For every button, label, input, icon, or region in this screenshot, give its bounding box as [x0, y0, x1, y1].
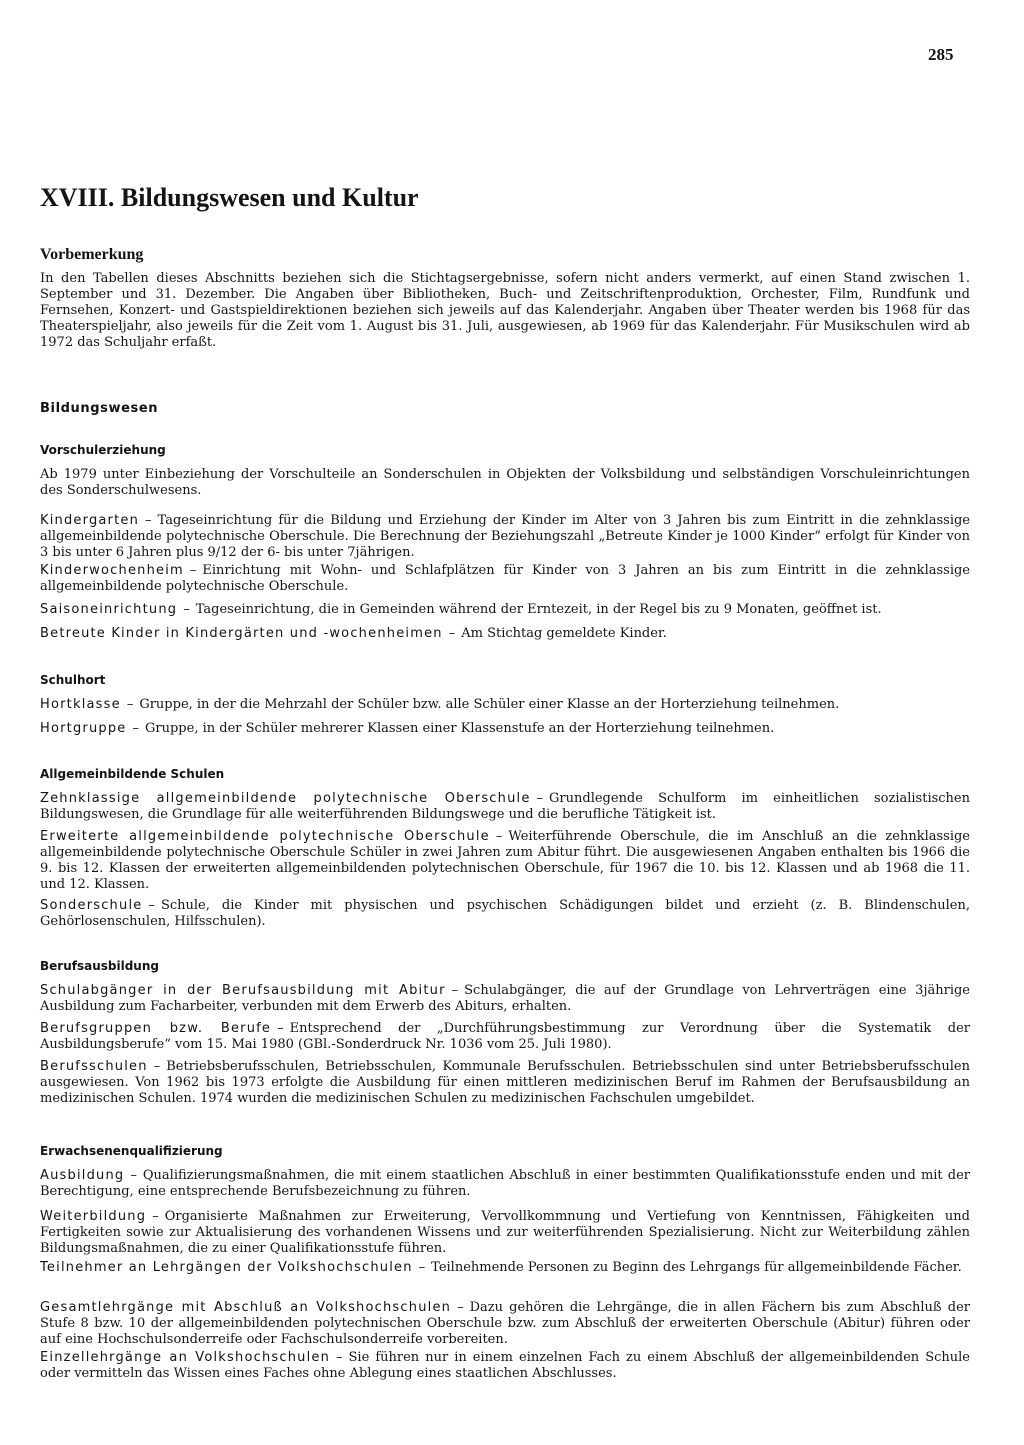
vorbemerkung-body — [40, 271, 970, 351]
definition-term: Kindergarten — [40, 513, 140, 528]
definition-item: Berufsgruppen bzw. Berufe – Entsprechend der „Durchführungsbestimmung zur Verordnung über die Systematik der Ausbildungsberufe“ vom 15. Mai 1980 (GBl.-Sonderdruck Nr. 1036 vom 25. Juli 1980). — [40, 1021, 970, 1052]
section-schulhort — [40, 673, 970, 687]
definition-item: Einzellehrgänge an Volkshochschulen – Sie führen nur in einem einzelnen Fach zu einem Abschluß der allgemeinbildenden Schule oder vermitteln das Wissen eines Faches ohne Ablegung eines staatlichen Abschlusses. — [40, 1350, 970, 1381]
section-vorschulerziehung — [40, 443, 970, 457]
definition-text: Betriebsberufsschulen, Betriebsschulen, Kommunale Berufsschulen. Betriebsschulen sind unter Betriebsberufsschulen ausgewiesen. Von 1962 bis 1973 erfolgte die Ausbildung für einen mittleren medizinischen Beruf im Rahmen der Berufsausbildung an medizinischen Schulen. 1974 wurden die medizinischen Schulen zu medizinischen Fachschulen umgebildet. — [40, 1059, 970, 1106]
subsection-heading: Erwachsenenqualifizierung — [40, 1144, 223, 1158]
definition-term: Schulabgänger in der Berufsausbildung mit Abitur — [40, 983, 446, 998]
definition-text: Am Stichtag gemeldete Kinder. — [461, 626, 667, 641]
definition-item: Schulabgänger in der Berufsausbildung mit Abitur – Schulabgänger, die auf der Grundlage von Lehrverträgen eine 3jährige Ausbildung zum Facharbeiter, verbunden mit dem Erwerb des Abiturs, erhalten. — [40, 983, 970, 1014]
definition-text: Tageseinrichtung für die Bildung und Erziehung der Kinder im Alter von 3 Jahren bis zum Eintritt in die zehnklassige allgemeinbildende polytechnische Oberschule. Die Berechnung der Beziehungszahl „Betreute Kinder je 1000 Kinder“ erfolgt für Kinder von 3 bis unter 6 Jahren plus 9/12 der 6- bis unter 7jährigen. — [40, 513, 970, 560]
definition-term: Saisoneinrichtung — [40, 602, 178, 617]
definition-item: Saisoneinrichtung – Tageseinrichtung, die in Gemeinden während der Erntezeit, in der Regel bis zu 9 Monaten, geöffnet ist. — [40, 602, 882, 617]
section-allgemeinbildende-schulen — [40, 767, 970, 781]
definition-text: Sie führen nur in einem einzelnen Fach zu einem Abschluß der allgemeinbildenden Schule oder vermitteln das Wissen eines Faches ohne Ablegung eines staatlichen Abschlusses. — [40, 1350, 970, 1381]
definition-term: Kinderwochenheim — [40, 563, 184, 578]
definition-item: Betreute Kinder in Kindergärten und -wochenheimen – Am Stichtag gemeldete Kinder. — [40, 626, 667, 641]
section-berufsausbildung — [40, 959, 970, 973]
definition-term: Weiterbildung — [40, 1209, 147, 1224]
definition-text: Schule, die Kinder mit physischen und psychischen Schädigungen bildet und erzieht (z. B. Blindenschulen, Gehörlosenschulen, Hilfsschulen). — [40, 898, 970, 929]
definition-term: Hortklasse — [40, 697, 121, 712]
definition-term: Erweiterte allgemeinbildende polytechnische Oberschule — [40, 829, 490, 844]
definition-term: Einzellehrgänge an Volkshochschulen — [40, 1350, 331, 1365]
definition-item: Teilnehmer an Lehrgängen der Volkshochschulen – Teilnehmende Personen zu Beginn des Lehrgangs für allgemeinbildende Fächer. — [40, 1260, 962, 1275]
definition-item: Erweiterte allgemeinbildende polytechnische Oberschule – Weiterführende Oberschule, die im Anschluß an die zehnklassige allgemeinbildende polytechnische Oberschule Schüler in zwei Jahren zum Abitur führt. Die ausgewiesenen Angaben enthalten bis 1966 die 9. bis 12. Klassen der erweiterten allgemeinbildenden polytechnischen Oberschule, für 1967 die 10. bis 12. Klassen und ab 1968 die 11. und 12. Klassen. — [40, 829, 970, 892]
definition-text: Weiterführende Oberschule, die im Anschluß an die zehnklassige allgemeinbildende polytechnische Oberschule Schüler in zwei Jahren zum Abitur führt. Die ausgewiesenen Angaben enthalten bis 1966 die 9. bis 12. Klassen der erweiterten allgemeinbildenden polytechnischen Oberschule, für 1967 die 10. bis 12. Klassen und ab 1968 die 11. und 12. Klassen. — [40, 829, 970, 892]
definition-term: Teilnehmer an Lehrgängen der Volkshochschulen — [40, 1260, 413, 1275]
definition-text: Schulabgänger, die auf der Grundlage von Lehrverträgen eine 3jährige Ausbildung zum Facharbeiter, verbunden mit dem Erwerb des Abiturs, erhalten. — [40, 983, 970, 1014]
definition-term: Berufsgruppen bzw. Berufe — [40, 1021, 272, 1036]
vorschulerziehung-intro — [40, 467, 970, 499]
definition-term: Berufsschulen — [40, 1059, 148, 1074]
paragraph: In den Tabellen dieses Abschnitts beziehen sich die Stichtagsergebnisse, sofern nicht anders vermerkt, auf einen Stand zwischen 1. September und 31. Dezember. Die Angaben über Bibliotheken, Buch- und Zeitschriftenproduktion, Orchester, Film, Rundfunk und Fernsehen, Konzert- und Gastspieldirektionen beziehen sich jeweils auf das Kalenderjahr. Angaben über Theater werden bis 1968 für das Theaterspieljahr, also jeweils für die Zeit vom 1. August bis 31. Juli, ausgewiesen, ab 1969 für das Kalenderjahr. Für Musikschulen wird ab 1972 das Schuljahr erfaßt. — [40, 271, 970, 350]
definition-term: Gesamtlehrgänge mit Abschluß an Volkshochschulen — [40, 1300, 452, 1315]
definition-term: Sonderschule — [40, 898, 143, 913]
definition-item: Hortgruppe – Gruppe, in der Schüler mehrerer Klassen einer Klassenstufe an der Horterziehung teilnehmen. — [40, 721, 775, 736]
definition-text: Dazu gehören die Lehrgänge, die in allen Fächern bis zum Abschluß der Stufe 8 bzw. 10 der allgemeinbildenden polytechnischen Oberschule bzw. zum Abschluß der erweiterten Oberschule (Abitur) führen oder auf eine Hochschulsonderreife oder Fachschulsonderreife vorbereiten. — [40, 1300, 971, 1347]
definition-term: Betreute Kinder in Kindergärten und -wochenheimen — [40, 626, 443, 641]
chapter-title: XVIII. Bildungswesen und Kultur — [40, 183, 419, 212]
definition-text: Teilnehmende Personen zu Beginn des Lehrgangs für allgemeinbildende Fächer. — [431, 1260, 962, 1275]
definition-text: Gruppe, in der die Mehrzahl der Schüler bzw. alle Schüler einer Klasse an der Horterziehung teilnehmen. — [139, 697, 840, 712]
section-bildungswesen — [40, 401, 970, 416]
definition-item: Gesamtlehrgänge mit Abschluß an Volkshochschulen – Dazu gehören die Lehrgänge, die in allen Fächern bis zum Abschluß der Stufe 8 bzw. 10 der allgemeinbildenden polytechnischen Oberschule bzw. zum Abschluß der erweiterten Oberschule (Abitur) führen oder auf eine Hochschulsonderreife oder Fachschulsonderreife vorbereiten. — [40, 1300, 971, 1347]
subsection-heading: Vorschulerziehung — [40, 443, 166, 457]
definition-text: Tageseinrichtung, die in Gemeinden während der Erntezeit, in der Regel bis zu 9 Monaten, geöffnet ist. — [195, 602, 882, 617]
definition-item: Berufsschulen – Betriebsberufsschulen, Betriebsschulen, Kommunale Berufsschulen. Betriebsschulen sind unter Betriebsberufsschulen ausgewiesen. Von 1962 bis 1973 erfolgte die Ausbildung für einen mittleren medizinischen Beruf im Rahmen der Berufsausbildung an medizinischen Schulen. 1974 wurden die medizinischen Schulen zu medizinischen Fachschulen umgebildet. — [40, 1059, 970, 1106]
definition-item: Kindergarten – Tageseinrichtung für die Bildung und Erziehung der Kinder im Alter von 3 Jahren bis zum Eintritt in die zehnklassige allgemeinbildende polytechnische Oberschule. Die Berechnung der Beziehungszahl „Betreute Kinder je 1000 Kinder“ erfolgt für Kinder von 3 bis unter 6 Jahren plus 9/12 der 6- bis unter 7jährigen. — [40, 513, 970, 560]
definition-item: Kinderwochenheim – Einrichtung mit Wohn- und Schlafplätzen für Kinder von 3 Jahren an bis zum Eintritt in die zehnklassige allgemeinbildende polytechnische Oberschule. — [40, 563, 970, 594]
subsection-heading: Berufsausbildung — [40, 959, 159, 973]
subsection-heading: Schulhort — [40, 673, 106, 687]
section-erwachsenenqualifizierung — [40, 1144, 970, 1158]
definition-text: Gruppe, in der Schüler mehrerer Klassen einer Klassenstufe an der Horterziehung teilnehmen. — [145, 721, 775, 736]
definition-item: Weiterbildung – Organisierte Maßnahmen zur Erweiterung, Vervollkommnung und Vertiefung von Kenntnissen, Fähigkeiten und Fertigkeiten sowie zur Aktualisierung des vorhandenen Wissens und zur weiterführenden Spezialisierung. Nicht zur Weiterbildung zählen Bildungsmaßnahmen, die zu einer Qualifikationsstufe führen. — [40, 1209, 970, 1256]
definition-item: Hortklasse – Gruppe, in der die Mehrzahl der Schüler bzw. alle Schüler einer Klasse an der Horterziehung teilnehmen. — [40, 697, 840, 712]
definition-term: Zehnklassige allgemeinbildende polytechnische Oberschule — [40, 791, 531, 806]
subsection-heading: Allgemeinbildende Schulen — [40, 767, 225, 781]
definition-item: Ausbildung – Qualifizierungsmaßnahmen, die mit einem staatlichen Abschluß in einer bestimmten Qualifikationsstufe enden und mit der Berechtigung, eine entsprechende Berufsbezeichnung zu führen. — [40, 1168, 970, 1199]
definition-text: Entsprechend der „Durchführungsbestimmung zur Verordnung über die Systematik der Ausbildungsberufe“ vom 15. Mai 1980 (GBl.-Sonderdruck Nr. 1036 vom 25. Juli 1980). — [40, 1021, 970, 1052]
definition-item: Sonderschule – Schule, die Kinder mit physischen und psychischen Schädigungen bildet und erzieht (z. B. Blindenschulen, Gehörlosenschulen, Hilfsschulen). — [40, 898, 970, 929]
paragraph: Ab 1979 unter Einbeziehung der Vorschulteile an Sonderschulen in Objekten der Volksbildung und selbständigen Vorschuleinrichtungen des Sonderschulwesens. — [40, 467, 970, 498]
definition-term: Hortgruppe — [40, 721, 127, 736]
definition-text: Organisierte Maßnahmen zur Erweiterung, Vervollkommnung und Vertiefung von Kenntnissen, Fähigkeiten und Fertigkeiten sowie zur Aktualisierung des vorhandenen Wissens und zur weiterführenden Spezialisierung. Nicht zur Weiterbildung zählen Bildungsmaßnahmen, die zu einer Qualifikationsstufe führen. — [40, 1209, 970, 1256]
definition-item: Zehnklassige allgemeinbildende polytechnische Oberschule – Grundlegende Schulform im einheitlichen sozialistischen Bildungswesen, die Grundlage für alle weiterführenden Bildungswege und die berufliche Tätigkeit ist. — [40, 791, 970, 822]
definition-text: Grundlegende Schulform im einheitlichen sozialistischen Bildungswesen, die Grundlage für alle weiterführenden Bildungswege und die berufliche Tätigkeit ist. — [40, 791, 970, 822]
definition-text: Qualifizierungsmaßnahmen, die mit einem staatlichen Abschluß in einer bestimmten Qualifikationsstufe enden und mit der Berechtigung, eine entsprechende Berufsbezeichnung zu führen. — [40, 1168, 970, 1199]
section-vorbemerkung — [40, 246, 970, 264]
section-heading: Bildungswesen — [40, 401, 159, 416]
section-heading: Vorbemerkung — [40, 246, 144, 263]
definition-term: Ausbildung — [40, 1168, 125, 1183]
definition-text: Einrichtung mit Wohn- und Schlafplätzen für Kinder von 3 Jahren an bis zum Eintritt in die zehnklassige allgemeinbildende polytechnische Oberschule. — [40, 563, 970, 594]
page-number: 285 — [928, 45, 954, 64]
